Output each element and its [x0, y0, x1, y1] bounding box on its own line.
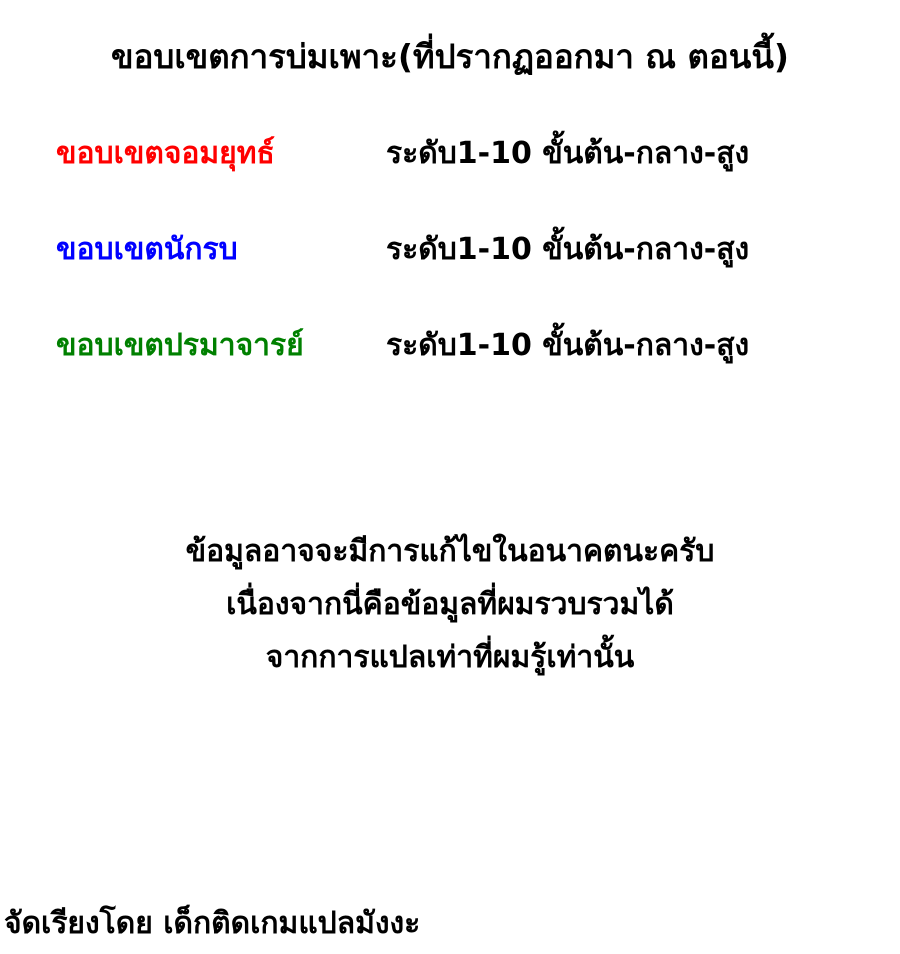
tier-range-grandmaster: ระดับ1-10 ขั้นต้น-กลาง-สูง [386, 328, 750, 363]
note-line-1: ข้อมูลอาจจะมีการแก้ไขในอนาคตนะครับ [185, 534, 715, 569]
page-title: ขอบเขตการบ่มเพาะ(ที่ปรากฏออกมา ณ ตอนนี้) [111, 37, 789, 76]
tier-range-fighter: ระดับ1-10 ขั้นต้น-กลาง-สูง [386, 232, 750, 267]
note-line-3: จากการแปลเท่าที่ผมรู้เท่านั้น [265, 640, 635, 675]
tier-row [0, 322, 900, 418]
tier-row [0, 130, 900, 226]
tier-row [0, 226, 900, 322]
tier-name-grandmaster: ขอบเขตปรมาจารย์ [56, 328, 304, 363]
tier-name-warrior-master: ขอบเขตจอมยุทธ์ [56, 136, 275, 171]
tier-range-warrior-master: ระดับ1-10 ขั้นต้น-กลาง-สูง [386, 136, 750, 171]
tier-name-fighter: ขอบเขตนักรบ [56, 232, 238, 267]
note-block [0, 525, 900, 684]
tier-list [0, 130, 900, 418]
credit-text: จัดเรียงโดย เด็กติดเกมแปลมังงะ [4, 906, 421, 941]
note-line-2: เนื่องจากนี่คือข้อมูลที่ผมรวบรวมได้ [226, 587, 674, 622]
